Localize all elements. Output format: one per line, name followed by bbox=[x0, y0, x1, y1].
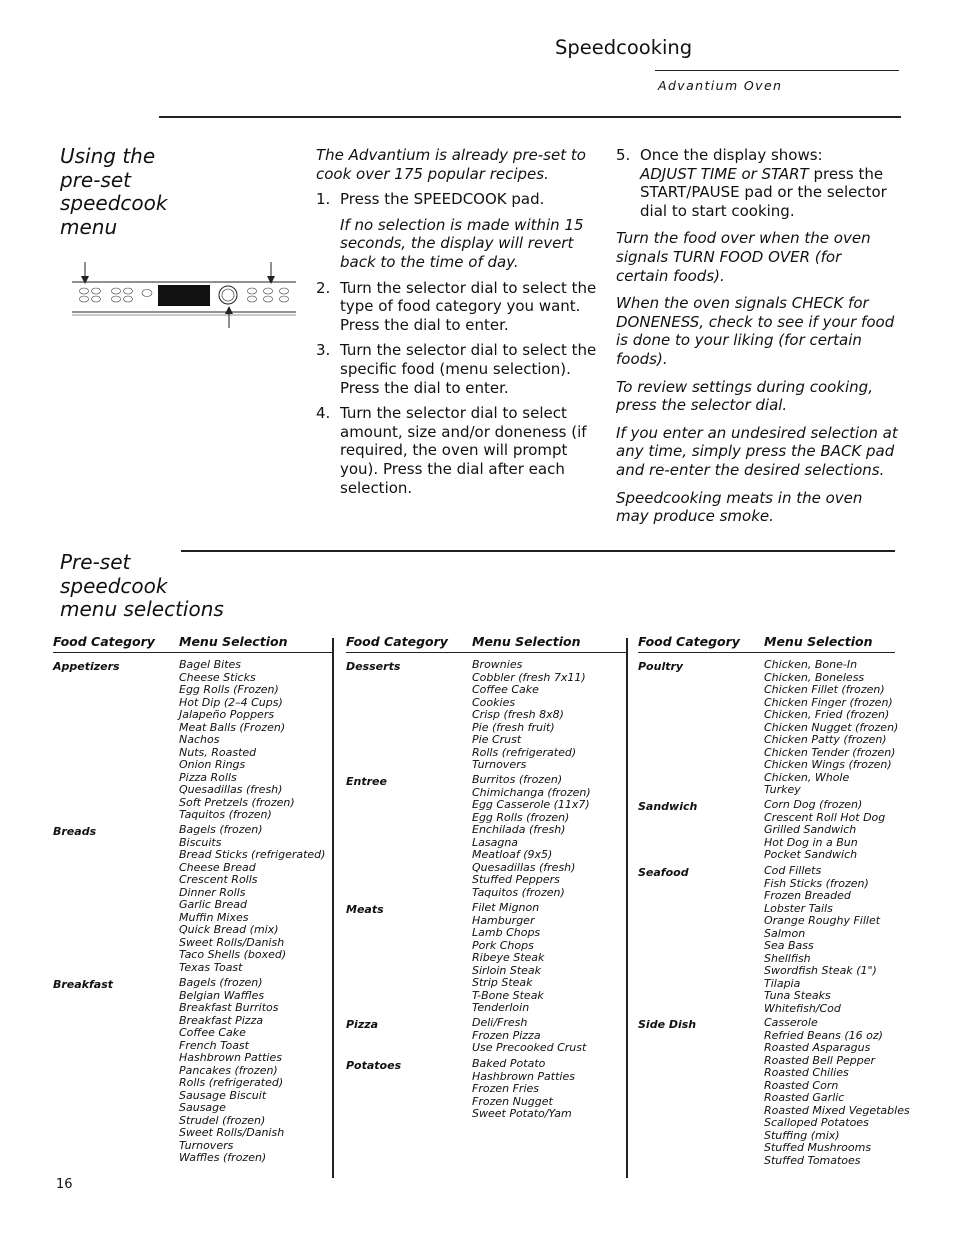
menu-selection-item: Roasted Asparagus bbox=[764, 1041, 871, 1054]
step-text: Press the SPEEDCOOK pad. bbox=[340, 190, 545, 209]
menu-selection-item: Sweet Rolls/Danish bbox=[179, 935, 285, 949]
menu-selection-item: Sausage bbox=[179, 1101, 226, 1114]
menu-selection-item: Taquitos (frozen) bbox=[472, 885, 565, 899]
menu-selection-item: Strip Steak bbox=[472, 976, 533, 989]
menu-selection-item: Meat Balls (Frozen) bbox=[179, 720, 286, 734]
menu-selection-list bbox=[764, 865, 880, 1015]
menu-selection-item: Roasted Chilies bbox=[764, 1066, 849, 1079]
menu-selection-item: Chicken Wings (frozen) bbox=[764, 758, 892, 771]
notes-column bbox=[616, 146, 898, 526]
menu-selection-item: Chicken Patty (frozen) bbox=[764, 733, 887, 746]
instructions-column bbox=[316, 146, 600, 497]
menu-selection-item: Bread Sticks (refrigerated) bbox=[179, 848, 326, 861]
display-window bbox=[158, 285, 210, 306]
menu-selection-item: Bagels (frozen) bbox=[179, 823, 263, 836]
menu-selection-item: Rolls (refrigerated) bbox=[179, 1076, 284, 1089]
step-5: 5. Once the display shows: ADJUST TIME or START press the START/PAUSE pad or the selector dial to start cooking. bbox=[616, 146, 887, 220]
menu-table bbox=[346, 634, 646, 1178]
food-category: Breakfast bbox=[53, 978, 114, 991]
food-category: Meats bbox=[346, 903, 384, 916]
step-text: Once the display shows: bbox=[640, 146, 823, 164]
step-1: 1. Press the SPEEDCOOK pad. If no selection is made within 15 seconds, the display will revert back to the time of day. bbox=[316, 190, 600, 271]
menu-selection-item: Turkey bbox=[764, 783, 801, 796]
menu-selection-item: Waffles (frozen) bbox=[179, 1151, 267, 1164]
note: To review settings during cooking, press the selector dial. bbox=[616, 377, 873, 415]
menu-selection-item: Crescent Rolls bbox=[179, 873, 258, 886]
menu-selection-item: Egg Casserole (11x7) bbox=[472, 798, 590, 811]
column-header-menu-selection: Menu Selection bbox=[764, 634, 873, 649]
menu-selection-list bbox=[472, 902, 544, 1015]
food-category: Potatoes bbox=[346, 1059, 402, 1072]
menu-selection-item: Grilled Sandwich bbox=[764, 823, 857, 836]
menu-selection-item: Strudel (frozen) bbox=[179, 1113, 266, 1127]
menu-selection-item: Bagel Bites bbox=[179, 658, 242, 671]
page-number: 16 bbox=[56, 1177, 73, 1192]
menu-selection-item: Chicken Tender (frozen) bbox=[764, 745, 896, 759]
column-header-menu-selection: Menu Selection bbox=[179, 634, 288, 649]
menu-selection-item: Taco Shells (boxed) bbox=[179, 948, 287, 961]
menu-selection-item: Roasted Corn bbox=[764, 1078, 839, 1092]
menu-selection-item: Roasted Garlic bbox=[764, 1091, 845, 1104]
menu-selection-item: Chicken, Boneless bbox=[764, 670, 865, 684]
menu-selection-list bbox=[472, 1017, 586, 1055]
heading-line: Pre-set bbox=[60, 550, 131, 574]
step-3: 3. Turn the selector dial to select the specific food (menu selection). Press the dial to enter. bbox=[316, 341, 600, 397]
menu-selection-item: Cheese Sticks bbox=[179, 670, 256, 684]
menu-selection-item: Taquitos (frozen) bbox=[179, 808, 272, 821]
note: Turn the food over when the oven signals TURN FOOD OVER (for certain foods). bbox=[616, 229, 871, 285]
food-category: Seafood bbox=[638, 866, 689, 879]
menu-selection-item: Frozen Fries bbox=[472, 1082, 539, 1095]
menu-selection-item: Orange Roughy Fillet bbox=[764, 914, 881, 927]
menu-selection-list bbox=[179, 977, 284, 1165]
menu-selection-item: Meatloaf (9x5) bbox=[472, 848, 553, 861]
heading-line: pre-set bbox=[60, 167, 132, 192]
column-header-food-category: Food Category bbox=[346, 634, 448, 649]
menu-selection-item: Onion Rings bbox=[179, 758, 246, 771]
menu-selection-item: Stuffed Mushrooms bbox=[764, 1141, 872, 1154]
menu-selection-item: Tuna Steaks bbox=[764, 989, 831, 1002]
menu-selection-item: Whitefish/Cod bbox=[764, 1001, 841, 1015]
menu-selection-item: Tenderloin bbox=[472, 1001, 530, 1014]
column-header-menu-selection: Menu Selection bbox=[472, 634, 581, 649]
menu-selection-item: Burritos (frozen) bbox=[472, 773, 563, 786]
header-rule bbox=[638, 652, 895, 653]
menu-selection-item: Crisp (fresh 8x8) bbox=[472, 708, 564, 721]
food-category: Appetizers bbox=[53, 660, 120, 673]
step-text: Turn the selector dial to select the type of food category you want. Press the dial to enter. bbox=[340, 278, 597, 334]
menu-selection-item: French Toast bbox=[179, 1038, 249, 1052]
column-header-food-category: Food Category bbox=[53, 634, 155, 649]
heading-line: Using the bbox=[60, 144, 156, 168]
menu-selection-list bbox=[764, 659, 898, 797]
menu-selection-item: Breakfast Burritos bbox=[179, 1001, 279, 1014]
menu-selection-list bbox=[179, 824, 325, 974]
step-4: 4. Turn the selector dial to select amount, size and/or doneness (if required, the oven will prompt you). Press the dial after each selection. bbox=[316, 404, 600, 497]
note: Speedcooking meats in the oven may produce smoke. bbox=[616, 488, 863, 526]
menu-selection-item: Jalapeño Poppers bbox=[179, 708, 275, 721]
control-panel-illustration bbox=[72, 262, 300, 330]
menu-selection-item: Filet Mignon bbox=[472, 901, 540, 914]
menu-selection-item: Scalloped Potatoes bbox=[764, 1116, 869, 1129]
header-rule bbox=[53, 652, 333, 653]
menu-selection-item: Salmon bbox=[764, 926, 806, 940]
menu-selection-item: Fish Sticks (frozen) bbox=[764, 876, 869, 890]
heading-line: speedcook bbox=[60, 573, 168, 598]
menu-selection-item: Egg Rolls (Frozen) bbox=[179, 683, 279, 696]
section-heading-menu-selections bbox=[60, 551, 280, 622]
menu-selection-item: Texas Toast bbox=[179, 960, 243, 974]
menu-table bbox=[638, 634, 938, 1178]
menu-selection-item: T-Bone Steak bbox=[472, 988, 544, 1002]
page-header-subtitle: Advantium Oven bbox=[658, 78, 783, 93]
menu-selection-item: Chicken, Bone-In bbox=[764, 658, 858, 671]
menu-selection-item: Lasagna bbox=[472, 835, 519, 849]
menu-selection-item: Quick Bread (mix) bbox=[179, 923, 279, 936]
note: If you enter an undesired selection at any time, simply press the BACK pad and re-enter the desired selections. bbox=[616, 423, 898, 479]
menu-selection-item: Hashbrown Patties bbox=[472, 1069, 575, 1083]
food-category: Poultry bbox=[638, 660, 684, 673]
food-category: Pizza bbox=[346, 1018, 379, 1031]
menu-selection-item: Refried Beans (16 oz) bbox=[764, 1028, 883, 1042]
menu-selection-item: Shellfish bbox=[764, 951, 811, 965]
menu-selection-item: Sea Bass bbox=[764, 939, 814, 952]
menu-selection-item: Hot Dog in a Bun bbox=[764, 835, 858, 849]
menu-selection-item: Chicken Nugget (frozen) bbox=[764, 720, 899, 734]
menu-table bbox=[53, 634, 353, 1178]
heading-line: menu bbox=[60, 214, 118, 239]
menu-selection-item: Roasted Mixed Vegetables bbox=[764, 1103, 910, 1117]
menu-selection-item: Cobbler (fresh 7x11) bbox=[472, 670, 586, 684]
menu-selection-item: Enchilada (fresh) bbox=[472, 823, 566, 836]
menu-selection-list bbox=[764, 799, 885, 862]
menu-selection-item: Stuffing (mix) bbox=[764, 1128, 840, 1142]
header-rule bbox=[346, 652, 626, 653]
note: When the oven signals CHECK for DONENESS, check to see if your food is done to your liking (for certain foods). bbox=[616, 294, 895, 368]
menu-selection-item: Turnovers bbox=[179, 1138, 234, 1152]
food-category: Desserts bbox=[346, 660, 401, 673]
food-category: Entree bbox=[346, 775, 387, 788]
menu-selection-item: Lobster Tails bbox=[764, 901, 833, 915]
menu-selection-list bbox=[472, 659, 586, 772]
menu-selection-list bbox=[472, 1058, 575, 1121]
menu-selection-item: Pork Chops bbox=[472, 938, 534, 952]
menu-selection-item: Soft Pretzels (frozen) bbox=[179, 795, 295, 809]
menu-selection-item: Frozen Nugget bbox=[472, 1094, 553, 1108]
menu-selection-item: Dinner Rolls bbox=[179, 885, 246, 899]
menu-selection-item: Frozen Pizza bbox=[472, 1028, 541, 1042]
menu-selection-item: Sirloin Steak bbox=[472, 963, 542, 977]
column-header-food-category: Food Category bbox=[638, 634, 740, 649]
menu-selection-item: Nuts, Roasted bbox=[179, 745, 257, 759]
menu-selection-item: Stuffed Peppers bbox=[472, 873, 560, 886]
header-divider bbox=[655, 70, 899, 71]
menu-selection-item: Cheese Bread bbox=[179, 860, 256, 874]
menu-selection-item: Chicken Finger (frozen) bbox=[764, 695, 893, 709]
intro-text: The Advantium is already pre-set to cook over 175 popular recipes. bbox=[316, 146, 586, 183]
column-divider bbox=[332, 638, 334, 1178]
step-display-text: ADJUST TIME or START bbox=[640, 164, 809, 183]
menu-selection-item: Pizza Rolls bbox=[179, 770, 237, 784]
menu-selection-item: Rolls (refrigerated) bbox=[472, 745, 577, 759]
step-text: Turn the selector dial to select the specific food (menu selection). Press the dial to enter. bbox=[340, 341, 597, 397]
menu-selection-item: Coffee Cake bbox=[179, 1026, 246, 1039]
menu-selection-item: Biscuits bbox=[179, 835, 222, 849]
menu-selection-item: Breakfast Pizza bbox=[179, 1013, 264, 1027]
menu-selection-item: Sausage Biscuit bbox=[179, 1088, 267, 1102]
menu-selection-item: Crescent Roll Hot Dog bbox=[764, 810, 886, 824]
section-heading-using-preset bbox=[60, 145, 190, 239]
menu-selection-item: Pie Crust bbox=[472, 733, 522, 746]
menu-selection-item: Coffee Cake bbox=[472, 683, 539, 696]
menu-selection-item: Sweet Rolls/Danish bbox=[179, 1126, 285, 1139]
menu-selection-item: Bagels (frozen) bbox=[179, 976, 263, 989]
step-text: Turn the selector dial to select amount, size and/or doneness (if required, the oven will prompt you). Press the dial after each selection. bbox=[340, 404, 587, 497]
menu-selection-item: Roasted Bell Pepper bbox=[764, 1053, 875, 1067]
menu-selection-item: Garlic Bread bbox=[179, 898, 248, 911]
menu-selection-list bbox=[764, 1017, 910, 1167]
page-header-title: Speedcooking bbox=[555, 36, 693, 59]
step-2: 2. Turn the selector dial to select the type of food category you want. Press the dial to enter. bbox=[316, 279, 600, 335]
menu-selection-item: Swordfish Steak (1") bbox=[764, 964, 877, 977]
step-text: press the START/PAUSE pad or the selector dial to start cooking. bbox=[640, 164, 887, 220]
menu-selection-item: Baked Potato bbox=[472, 1057, 546, 1070]
section-divider-middle bbox=[181, 550, 895, 552]
menu-selection-item: Chicken, Fried (frozen) bbox=[764, 708, 890, 721]
menu-selection-item: Sweet Potato/Yam bbox=[472, 1107, 572, 1120]
menu-selection-item: Hamburger bbox=[472, 913, 535, 927]
menu-selection-item: Lamb Chops bbox=[472, 926, 541, 939]
menu-selection-item: Chicken, Whole bbox=[764, 770, 850, 784]
menu-selection-item: Chimichanga (frozen) bbox=[472, 785, 591, 799]
step-note: If no selection is made within 15 seconds, the display will revert back to the time of day. bbox=[340, 215, 584, 271]
menu-selection-item: Cookies bbox=[472, 695, 516, 709]
menu-selection-item: Use Precooked Crust bbox=[472, 1041, 587, 1054]
menu-selection-item: Stuffed Tomatoes bbox=[764, 1153, 861, 1167]
column-divider bbox=[626, 638, 628, 1178]
menu-selection-item: Quesadillas (fresh) bbox=[472, 860, 576, 874]
food-category: Breads bbox=[53, 825, 97, 838]
menu-selection-item: Cod Fillets bbox=[764, 864, 822, 877]
menu-selection-item: Chicken Fillet (frozen) bbox=[764, 683, 885, 696]
menu-selection-item: Pie (fresh fruit) bbox=[472, 720, 555, 734]
food-category: Side Dish bbox=[638, 1018, 697, 1031]
menu-selection-list bbox=[472, 774, 591, 899]
menu-selection-item: Quesadillas (fresh) bbox=[179, 783, 283, 796]
heading-line: menu selections bbox=[60, 597, 224, 621]
menu-selection-item: Nachos bbox=[179, 733, 220, 746]
menu-selection-item: Hashbrown Patties bbox=[179, 1051, 282, 1064]
menu-selection-item: Turnovers bbox=[472, 758, 527, 771]
food-category: Sandwich bbox=[638, 800, 698, 813]
menu-selection-list bbox=[179, 659, 295, 822]
menu-selection-item: Deli/Fresh bbox=[472, 1016, 528, 1029]
menu-selection-item: Pocket Sandwich bbox=[764, 848, 858, 861]
menu-selection-item: Casserole bbox=[764, 1016, 818, 1029]
menu-selection-item: Frozen Breaded bbox=[764, 889, 851, 902]
menu-selection-item: Ribeye Steak bbox=[472, 951, 545, 964]
menu-selection-item: Pancakes (frozen) bbox=[179, 1063, 278, 1077]
menu-selection-item: Belgian Waffles bbox=[179, 988, 265, 1002]
menu-selection-item: Hot Dip (2–4 Cups) bbox=[179, 695, 283, 709]
menu-selection-item: Brownies bbox=[472, 658, 523, 671]
menu-selection-item: Tilapia bbox=[764, 976, 801, 990]
menu-selection-item: Egg Rolls (frozen) bbox=[472, 810, 570, 824]
heading-line: speedcook bbox=[60, 191, 168, 215]
section-divider-top bbox=[159, 116, 901, 118]
menu-selection-item: Muffin Mixes bbox=[179, 910, 249, 924]
menu-selection-item: Corn Dog (frozen) bbox=[764, 798, 863, 811]
